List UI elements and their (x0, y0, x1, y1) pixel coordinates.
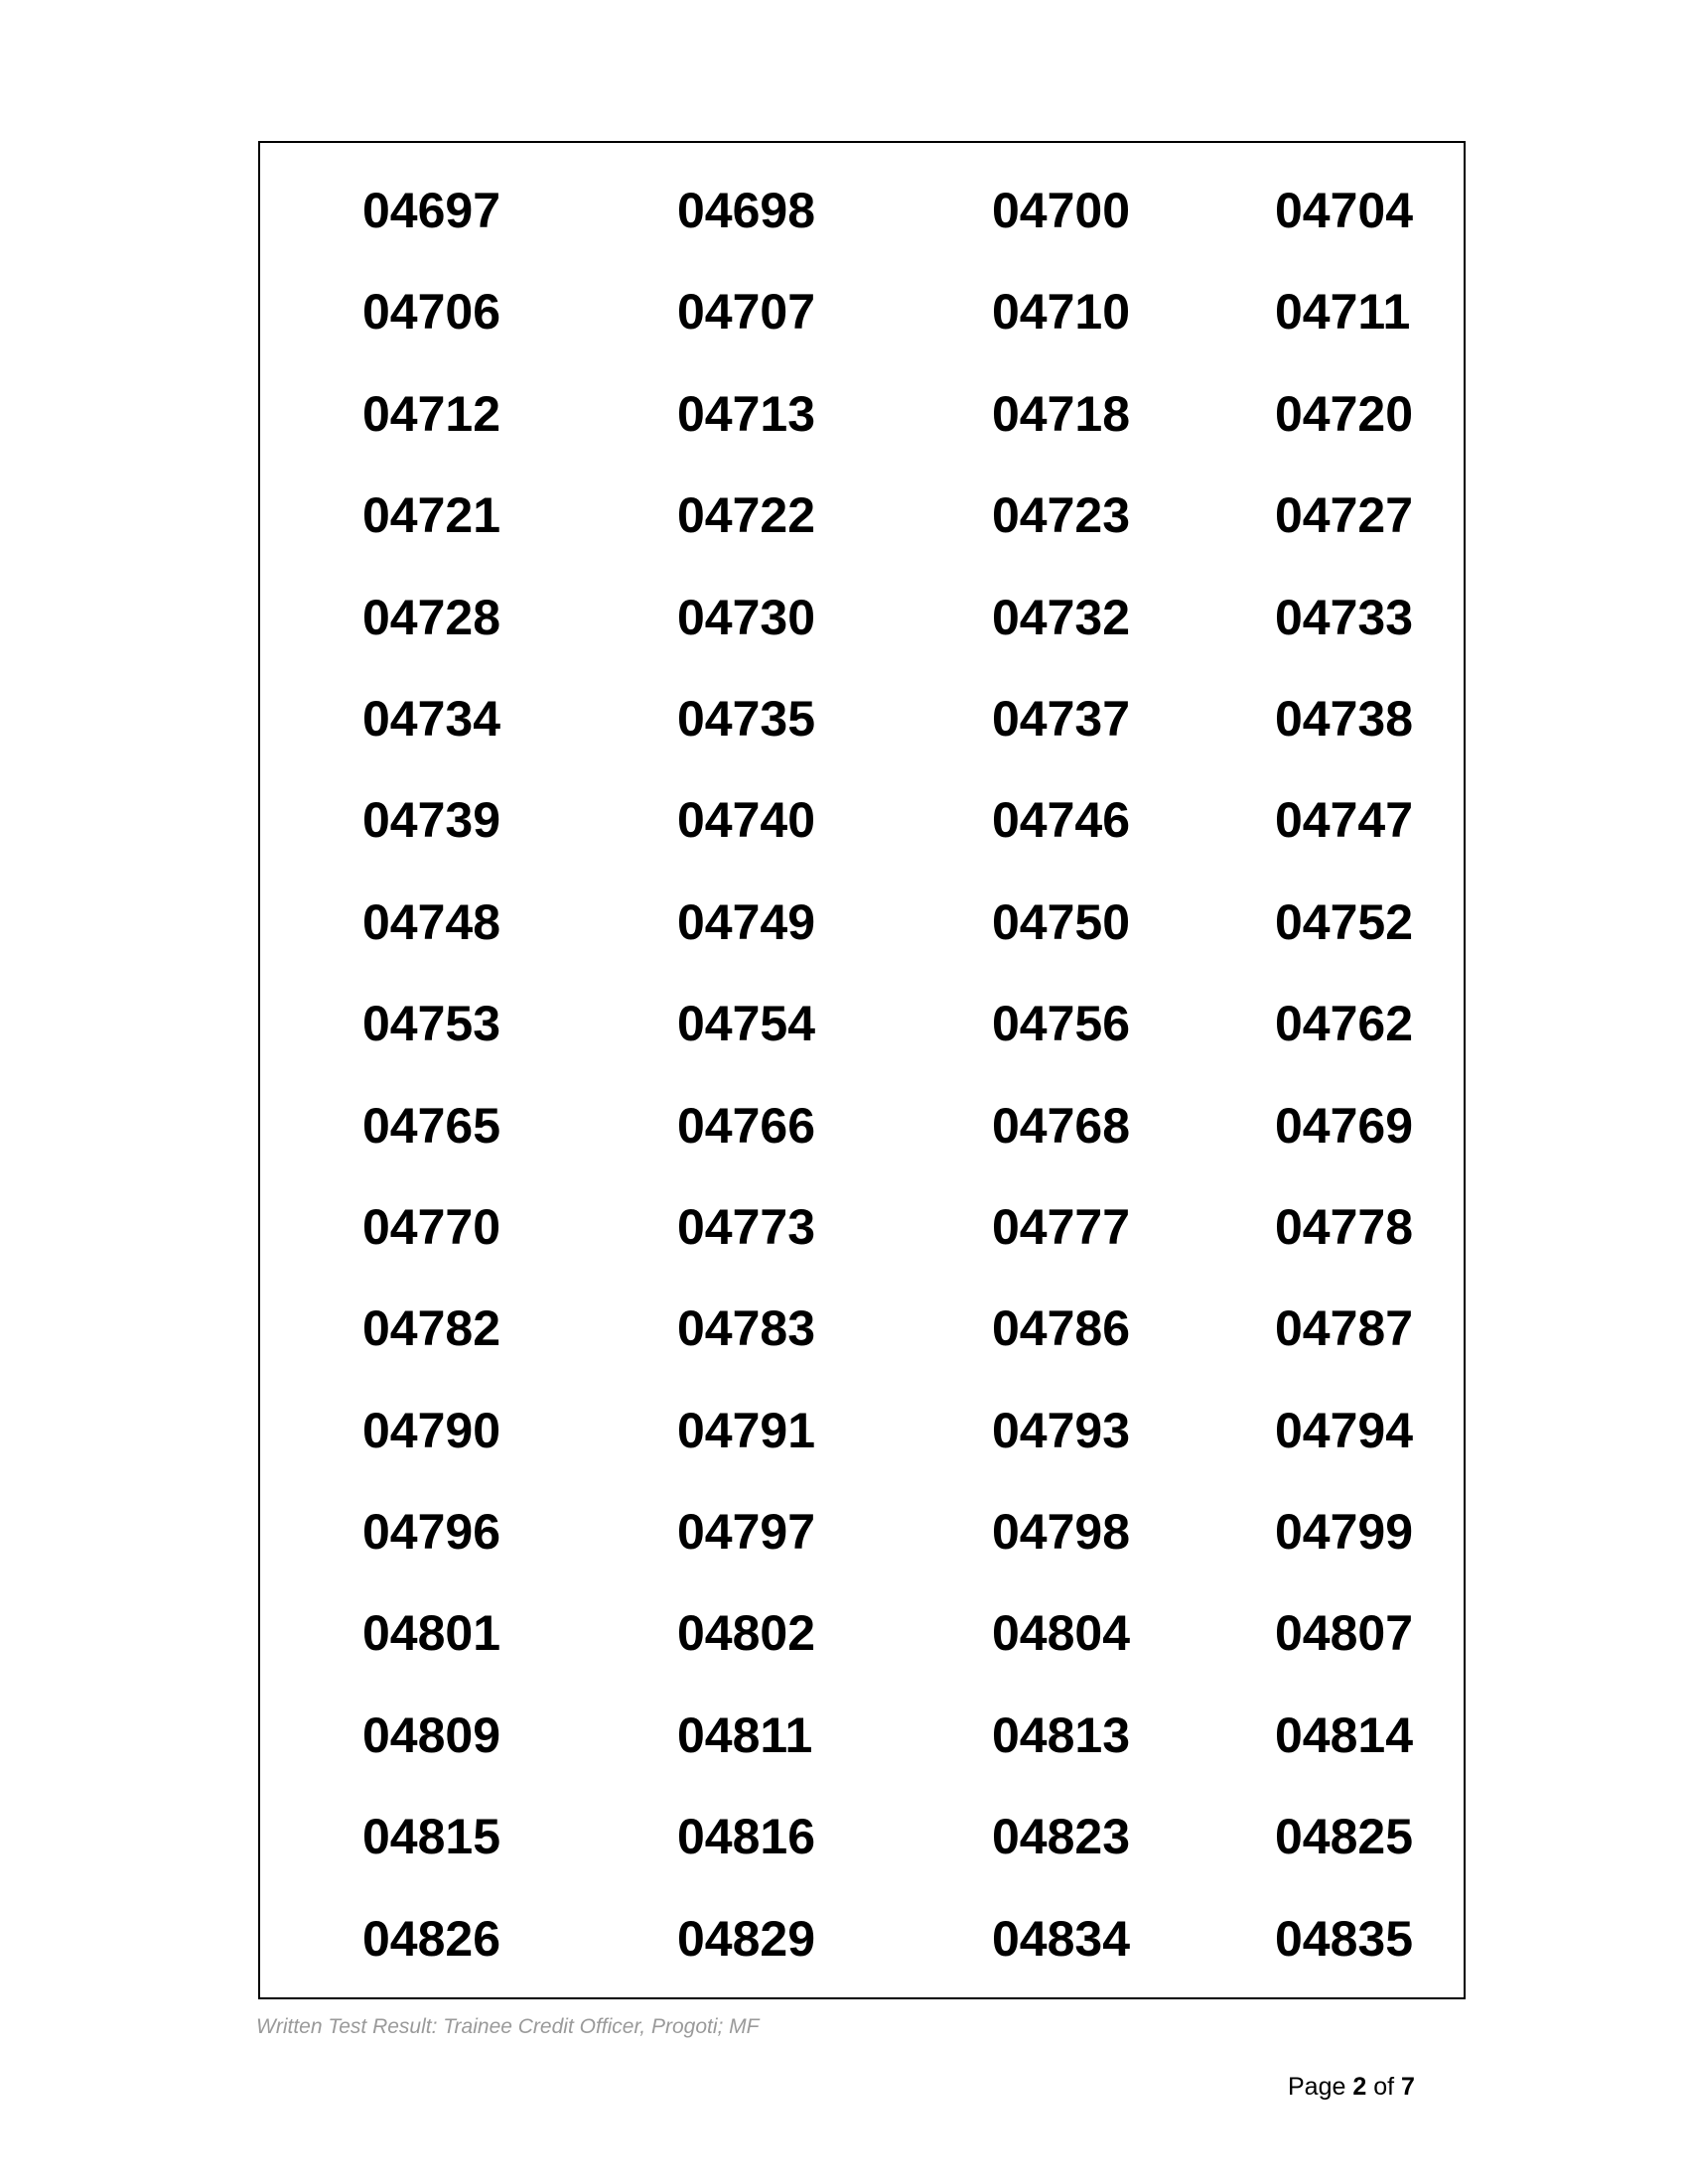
roll-number: 04754 (677, 996, 816, 1052)
roll-row (260, 1300, 1464, 1402)
page-prefix: Page (1288, 2073, 1346, 2101)
roll-number: 04713 (677, 385, 816, 442)
roll-number: 04814 (1275, 1706, 1414, 1763)
roll-row (260, 183, 1464, 284)
roll-number: 04707 (677, 284, 816, 341)
roll-row (260, 590, 1464, 691)
roll-number: 04809 (362, 1706, 501, 1763)
roll-number: 04799 (1275, 1504, 1414, 1561)
roll-number: 04791 (677, 1402, 816, 1458)
roll-number-grid (260, 183, 1464, 2012)
roll-number: 04752 (1275, 893, 1414, 950)
result-table-box (258, 141, 1466, 1999)
roll-number: 04773 (677, 1198, 816, 1255)
roll-number: 04826 (362, 1910, 501, 1967)
roll-row (260, 691, 1464, 792)
roll-number: 04807 (1275, 1605, 1414, 1662)
roll-number: 04756 (992, 996, 1131, 1052)
roll-number: 04825 (1275, 1809, 1414, 1865)
roll-row (260, 1199, 1464, 1300)
roll-number: 04793 (992, 1402, 1131, 1458)
roll-number: 04730 (677, 589, 816, 645)
footer-note: Written Test Result: Trainee Credit Officer, Progoti; MF (256, 2015, 760, 2038)
roll-row (260, 284, 1464, 385)
roll-number: 04738 (1275, 690, 1414, 747)
roll-number: 04733 (1275, 589, 1414, 645)
roll-number: 04747 (1275, 792, 1414, 849)
roll-number: 04711 (1275, 284, 1411, 341)
roll-number: 04721 (362, 487, 501, 544)
roll-number: 04815 (362, 1809, 501, 1865)
roll-number: 04829 (677, 1910, 816, 1967)
roll-number: 04794 (1275, 1402, 1414, 1458)
roll-number: 04816 (677, 1809, 816, 1865)
roll-number: 04740 (677, 792, 816, 849)
page-number (1288, 2073, 1415, 2102)
roll-number: 04762 (1275, 996, 1414, 1052)
roll-number: 04737 (992, 690, 1131, 747)
roll-number: 04750 (992, 893, 1131, 950)
roll-row (260, 1098, 1464, 1199)
roll-number: 04787 (1275, 1300, 1414, 1357)
roll-number: 04766 (677, 1097, 816, 1154)
roll-number: 04802 (677, 1605, 816, 1662)
roll-row (260, 1605, 1464, 1706)
roll-number: 04770 (362, 1198, 501, 1255)
roll-row (260, 386, 1464, 487)
roll-number: 04700 (992, 183, 1131, 238)
roll-number: 04801 (362, 1605, 501, 1662)
roll-number: 04734 (362, 690, 501, 747)
page-current: 2 (1352, 2073, 1367, 2101)
roll-number: 04823 (992, 1809, 1131, 1865)
roll-row (260, 1809, 1464, 1910)
roll-number: 04732 (992, 589, 1131, 645)
roll-number: 04727 (1275, 487, 1414, 544)
roll-number: 04790 (362, 1402, 501, 1458)
roll-number: 04712 (362, 385, 501, 442)
roll-row (260, 1707, 1464, 1809)
roll-number: 04718 (992, 385, 1131, 442)
roll-row (260, 1504, 1464, 1605)
roll-number: 04697 (362, 183, 501, 238)
roll-number: 04706 (362, 284, 501, 341)
roll-number: 04769 (1275, 1097, 1414, 1154)
roll-number: 04748 (362, 893, 501, 950)
roll-row (260, 894, 1464, 996)
page-of: of (1373, 2073, 1395, 2101)
roll-number: 04811 (677, 1706, 813, 1763)
roll-number: 04746 (992, 792, 1131, 849)
roll-number: 04723 (992, 487, 1131, 544)
roll-number: 04813 (992, 1706, 1131, 1763)
roll-number: 04786 (992, 1300, 1131, 1357)
roll-number: 04796 (362, 1504, 501, 1561)
roll-number: 04735 (677, 690, 816, 747)
roll-number: 04782 (362, 1300, 501, 1357)
roll-number: 04720 (1275, 385, 1414, 442)
roll-number: 04704 (1275, 183, 1414, 238)
roll-row (260, 1403, 1464, 1504)
roll-number: 04777 (992, 1198, 1131, 1255)
roll-number: 04749 (677, 893, 816, 950)
roll-row (260, 996, 1464, 1097)
roll-number: 04739 (362, 792, 501, 849)
roll-number: 04834 (992, 1910, 1131, 1967)
roll-number: 04797 (677, 1504, 816, 1561)
roll-row (260, 792, 1464, 893)
roll-row (260, 1911, 1464, 2012)
page-total: 7 (1401, 2073, 1415, 2101)
roll-number: 04753 (362, 996, 501, 1052)
roll-number: 04728 (362, 589, 501, 645)
roll-number: 04778 (1275, 1198, 1414, 1255)
roll-number: 04765 (362, 1097, 501, 1154)
roll-row (260, 487, 1464, 589)
roll-number: 04835 (1275, 1910, 1414, 1967)
roll-number: 04722 (677, 487, 816, 544)
roll-number: 04768 (992, 1097, 1131, 1154)
roll-number: 04798 (992, 1504, 1131, 1561)
roll-number: 04698 (677, 183, 816, 238)
roll-number: 04804 (992, 1605, 1131, 1662)
roll-number: 04710 (992, 284, 1131, 341)
roll-number: 04783 (677, 1300, 816, 1357)
